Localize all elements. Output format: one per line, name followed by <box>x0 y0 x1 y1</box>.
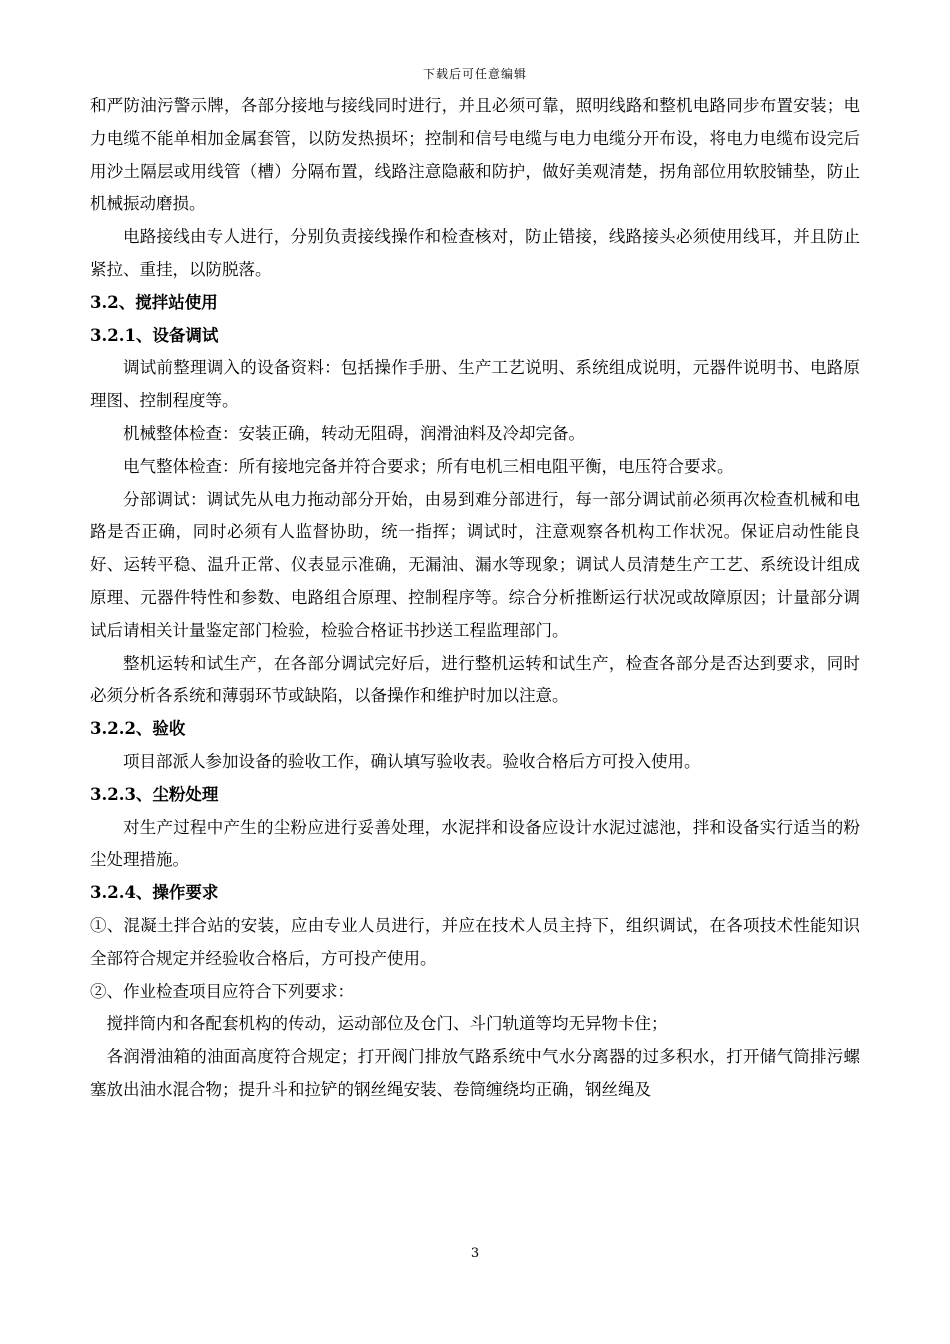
section-heading: 3.2.2、验收 <box>90 719 186 739</box>
paragraph-body: 电气整体检查：所有接地完备并符合要求；所有电机三相电阻平衡，电压符合要求。 <box>123 456 734 476</box>
paragraph-body: 电路接线由专人进行，分别负责接线操作和检查核对，防止错接，线路接头必须使用线耳，并且防止紧拉、重挂，以防脱落。 <box>90 227 860 279</box>
page-header: 下载后可任意编辑 <box>422 67 527 81</box>
paragraph-body: 和严防油污警示牌，各部分接地与接线同时进行，并且必须可靠，照明线路和整机电路同步布置安装；电力电缆不能单相加金属套管，以防发热损坏；控制和信号电缆与电力电缆分开布设，将电力电缆布设完后用沙土隔层或用线管（槽）分隔布置，线路注意隐蔽和防护，做好美观清楚，拐角部位用软胶铺垫，防止机械振动磨损。 <box>90 96 860 214</box>
paragraph-body: 对生产过程中产生的尘粉应进行妥善处理，水泥拌和设备应设计水泥过滤池，拌和设备实行适当的粉尘处理措施。 <box>90 817 860 870</box>
paragraph-body: 各润滑油箱的油面高度符合规定；打开阀门排放气路系统中气水分离器的过多积水，打开储气筒排污螺塞放出油水混合物；提升斗和拉铲的钢丝绳安装、卷筒缠绕均正确，钢丝绳及 <box>90 1047 860 1099</box>
section-heading: 3.2、搅拌站使用 <box>90 292 218 312</box>
document-body <box>90 90 860 1107</box>
paragraph-body: 分部调试：调试先从电力拖动部分开始，由易到难分部进行，每一部分调试前必须再次检查机械和电路是否正确，同时必须有人监督协助，统一指挥；调试时，注意观察各机构工作状况。保证启动性能良好、运转平稳、温升正常、仪表显示准确，无漏油、漏水等现象；调试人员清楚生产工艺、系统设计组成原理、元器件特性和参数、电路组合原理、控制程序等。综合分析推断运行状况或故障原因；计量部分调试后请相关计量鉴定部门检验，检验合格证书抄送工程监理部门。 <box>90 489 860 640</box>
paragraph-body: 搅拌筒内和各配套机构的传动，运动部位及仓门、斗门轨道等均无异物卡住； <box>106 1014 668 1034</box>
section-heading: 3.2.3、尘粉处理 <box>90 784 219 804</box>
paragraph-body: 整机运转和试生产，在各部分调试完好后，进行整机运转和试生产，检查各部分是否达到要求，同时必须分析各系统和薄弱环节或缺陷，以备操作和维护时加以注意。 <box>90 653 860 706</box>
section-heading: 3.2.4、操作要求 <box>90 883 219 903</box>
page-number: 3 <box>470 1246 480 1261</box>
paragraph-body: 机械整体检查：安装正确，转动无阻碍，润滑油料及冷却完备。 <box>123 423 585 443</box>
section-heading: 3.2.1、设备调试 <box>90 325 219 345</box>
paragraph-body: ②、作业检查项目应符合下列要求： <box>90 981 354 1001</box>
paragraph-body: ①、混凝土拌合站的安装，应由专业人员进行，并应在技术人员主持下，组织调试，在各项技术性能知识全部符合规定并经验收合格后，方可投产使用。 <box>90 915 860 968</box>
paragraph-body: 项目部派人参加设备的验收工作，确认填写验收表。验收合格后方可投入使用。 <box>123 751 701 771</box>
paragraph-body: 调试前整理调入的设备资料：包括操作手册、生产工艺说明、系统组成说明，元器件说明书、电路原理图、控制程度等。 <box>90 358 860 411</box>
